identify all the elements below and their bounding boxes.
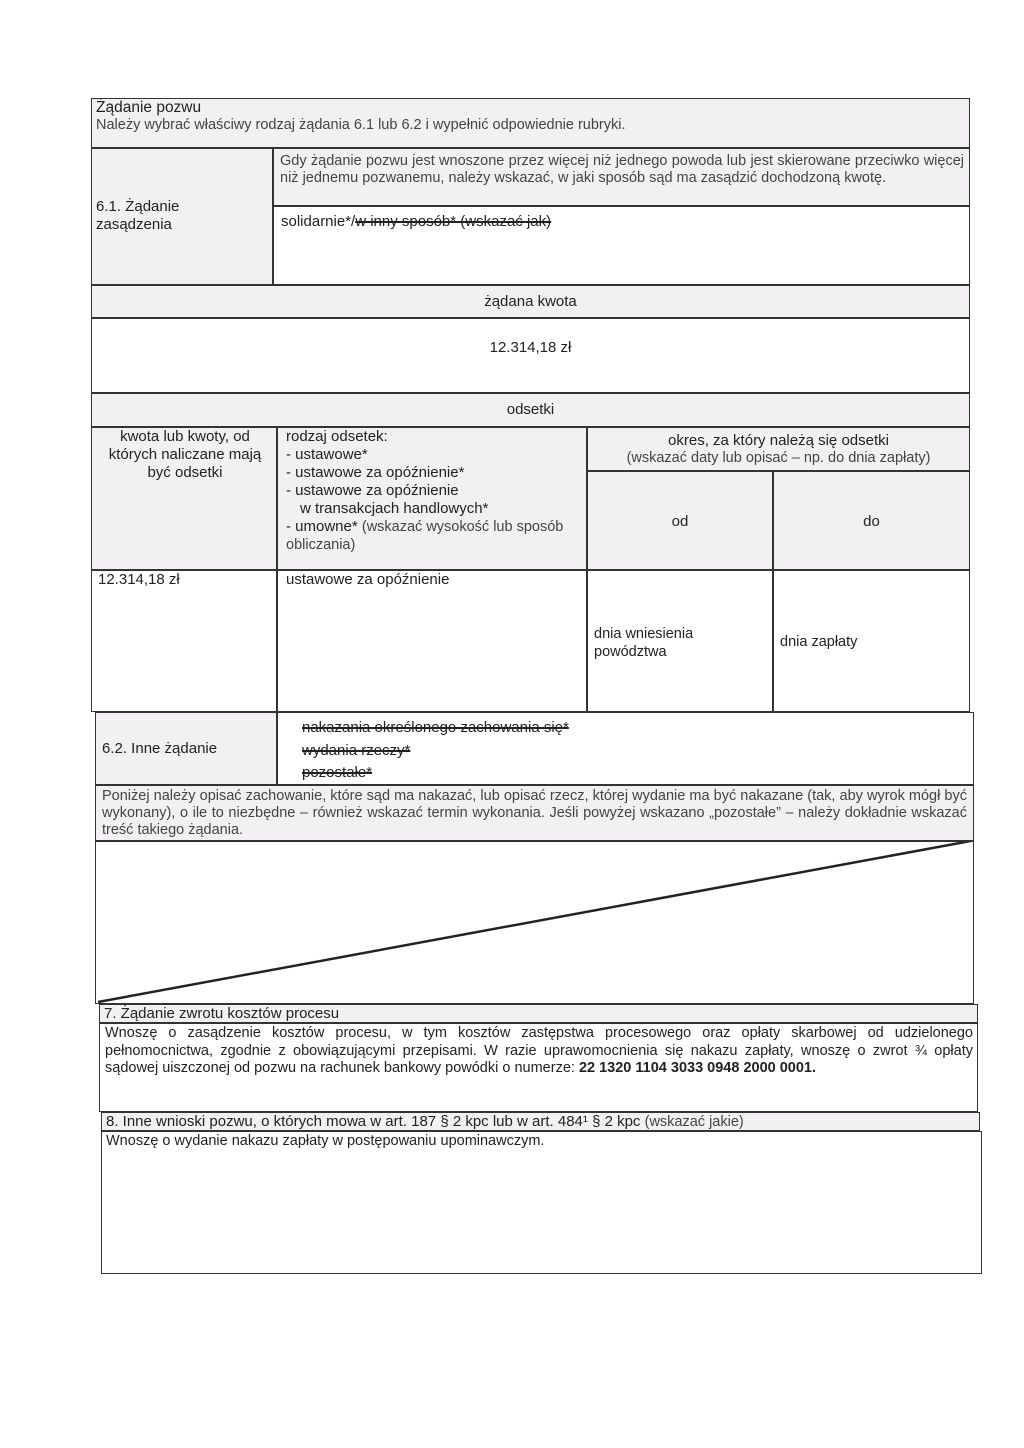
s62-option: nakazania określonego zachowania się*: [302, 719, 569, 736]
row-type-cell: [277, 570, 587, 712]
col2-item: w transakcjach handlowych*: [300, 500, 489, 517]
section-header: [91, 98, 970, 148]
col2-header-title: rodzaj odsetek:: [286, 428, 388, 445]
col-to-header-cell: [773, 471, 970, 570]
row-to: dnia zapłaty: [780, 634, 858, 650]
s62-option: wydania rzeczy*: [302, 742, 411, 759]
crossout-line: [96, 842, 975, 1005]
col2-item: - ustawowe za opóźnienie*: [286, 464, 465, 481]
option-solidarnie: solidarnie*/: [281, 213, 356, 230]
s62-instruction-cell: [95, 785, 974, 841]
amount-value-cell: [91, 318, 970, 393]
s62-instruction: Poniżej należy opisać zachowanie, które sąd ma nakazać, lub opisać rzecz, której wydanie ma być nakazane (tak, aby wyrok mógł być wykonany), o ile to niezbędne – również wskazać termin wykonania. Jeśli powyżej wskazano „pozostałe” – należy dokładnie wskazać treść takiego żądania.: [102, 788, 967, 838]
s61-option: [281, 213, 551, 231]
col-to-header: do: [863, 513, 880, 530]
s61-option-cell: [273, 206, 970, 285]
s8-title-wrap: [106, 1113, 744, 1131]
s61-label-line2: zasądzenia: [96, 216, 172, 233]
s62-label-cell: [95, 712, 277, 785]
col1-header-cell: [91, 427, 277, 570]
amount-header: żądana kwota: [484, 293, 577, 310]
s8-title: 8. Inne wnioski pozwu, o których mowa w art. 187 § 2 kpc lub w art. 484¹ § 2 kpc: [106, 1113, 641, 1130]
col1-header: kwota lub kwoty, od których naliczane mają być odsetki: [108, 428, 262, 481]
s61-note: Gdy żądanie pozwu jest wnoszone przez więcej niż jednego powoda lub jest skierowane przeciwko więcej niż jednemu pozwanemu, należy wskazać, w jaki sposób sąd ma zasądzić dochodzoną kwotę.: [280, 153, 964, 186]
s8-body: Wnoszę o wydanie nakazu zapłaty w postępowaniu upominawczym.: [106, 1133, 545, 1149]
col2-item: - ustawowe*: [286, 446, 368, 463]
s61-label-cell: [91, 148, 273, 285]
row-amount-cell: [91, 570, 277, 712]
s8-title-note: (wskazać jakie): [644, 1114, 744, 1130]
section-instruction: Należy wybrać właściwy rodzaj żądania 6.1 lub 6.2 i wypełnić odpowiednie rubryki.: [96, 117, 626, 133]
s7-body-text: Wnoszę o zasądzenie kosztów procesu, w tym kosztów zastępstwa procesowego oraz opłaty skarbowej od udzielonego pełnomocnictwa, zgodnie z obowiązującymi przepisami. W razie uprawomocnienia się nakazu zapłaty, wnoszę o zwrot ¾ opłaty sądowej uiszczonej od pozwu na rachunek bankowy powódki o numerze:: [105, 1025, 973, 1076]
option-inny-sposob: w inny sposób* (wskazać jak): [355, 213, 552, 230]
s7-title-cell: [99, 1004, 978, 1023]
s7-body-cell: [99, 1023, 978, 1112]
s62-blank-area: [95, 841, 974, 1004]
s62-label: 6.2. Inne żądanie: [102, 740, 218, 757]
row-amount: 12.314,18 zł: [98, 571, 180, 588]
col2-item: - umowne* (wskazać wysokość lub sposób obliczania): [286, 518, 564, 553]
col2-note: (wskazać wysokość lub sposób obliczania): [286, 519, 564, 553]
s8-title-cell: [101, 1112, 980, 1131]
s7-body: [105, 1025, 973, 1078]
row-to-cell: [773, 570, 970, 712]
s7-title: 7. Żądanie zwrotu kosztów procesu: [104, 1005, 340, 1022]
col2-header-content: [286, 428, 576, 554]
s62-option: pozostałe*: [302, 764, 373, 781]
s61-label-line1: 6.1. Żądanie: [96, 198, 180, 215]
interest-header-cell: [91, 393, 970, 427]
col2-item: - ustawowe za opóźnienie: [286, 482, 459, 499]
col3-header-cell: [587, 427, 970, 471]
s61-note-cell: [273, 148, 970, 206]
col-from-header: od: [671, 513, 689, 530]
col3-header-note: (wskazać daty lub opisać – np. do dnia zapłaty): [626, 450, 931, 466]
row-type: ustawowe za opóźnienie: [286, 571, 450, 588]
s7-account: 22 1320 1104 3033 0948 2000 0001.: [578, 1060, 817, 1076]
amount-header-cell: [91, 285, 970, 318]
amount-value: 12.314,18 zł: [489, 339, 572, 356]
col-from-header-cell: [587, 471, 773, 570]
row-from: dnia wniesienia powództwa: [594, 626, 694, 660]
section-title: Żądanie pozwu: [96, 99, 202, 116]
col3-header-title: okres, za który należą się odsetki: [668, 432, 889, 449]
col2-header-cell: [277, 427, 587, 570]
row-from-cell: [587, 570, 773, 712]
interest-header: odsetki: [506, 401, 555, 418]
s62-options-cell: [277, 712, 974, 785]
s8-body-cell: [101, 1131, 982, 1274]
